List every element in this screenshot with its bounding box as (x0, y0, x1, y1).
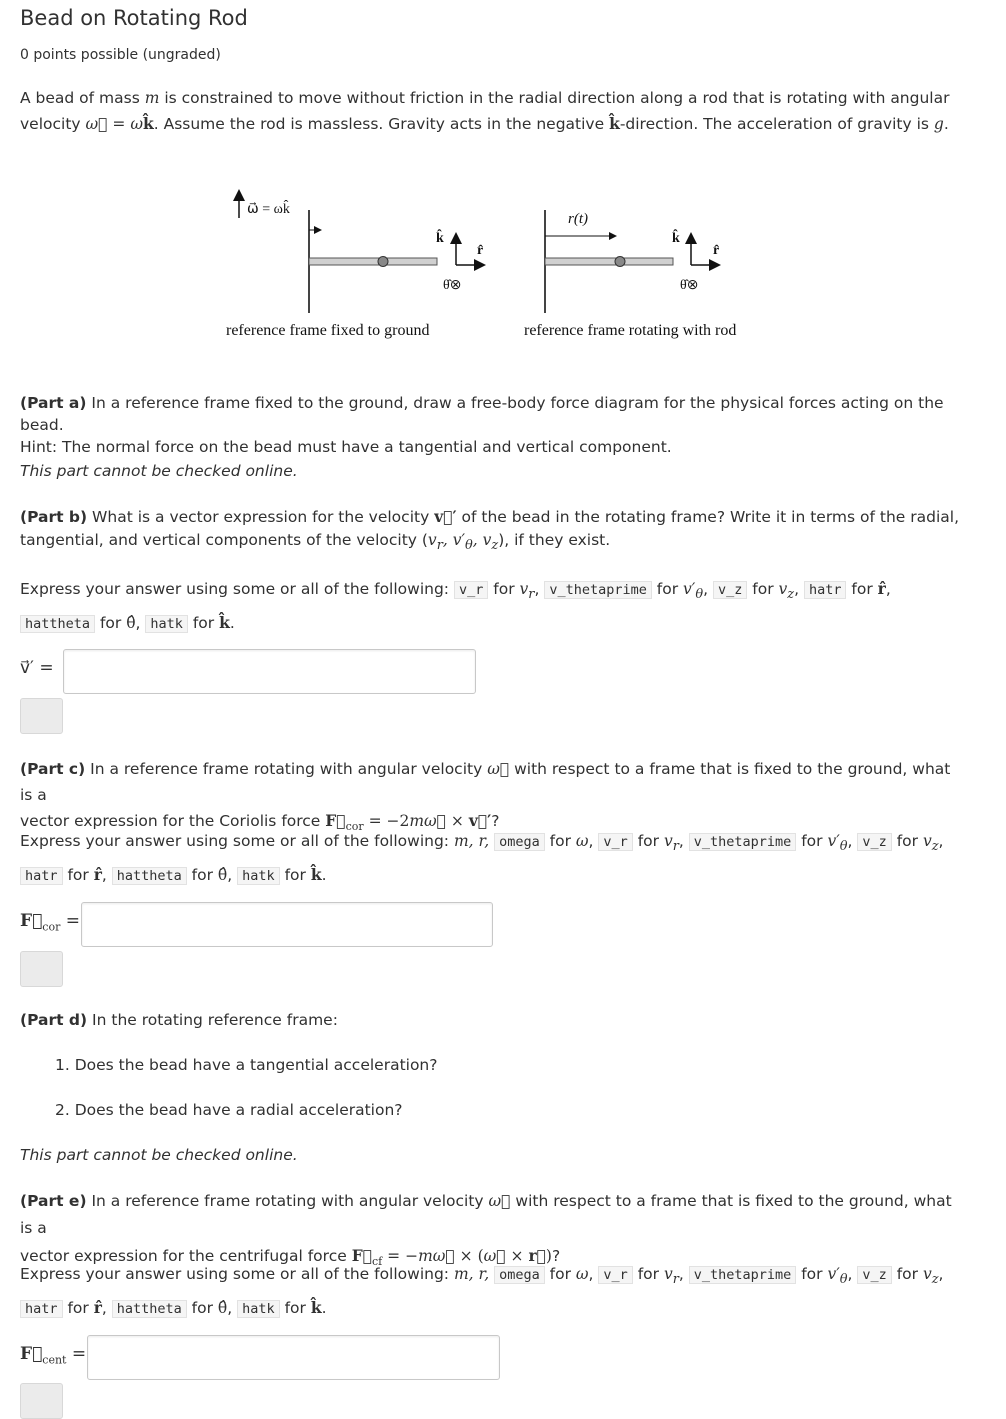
r-t-label: r(t) (568, 211, 588, 227)
part-c-text: (Part c) In a reference frame rotating with angular velocity ω⃗ with respect to a frame that is fixed to the ground, what is a vector expression for the Coriolis force $F⃗_{cor}$ = −2mω⃗ × v⃗′? (20, 760, 951, 834)
k-hat-label-rotating: k̂ (672, 231, 680, 246)
part-e-express: Express your answer using some or all of the following: m, r, omega for ω, v_r for $v_r$, v_thetaprime for $v'_\theta$, v_z for $v_z$, hatr for r̂, hattheta for θ̂, hatk for k̂. (20, 1265, 944, 1318)
omega-label: ω⃗ = ωk̂ (247, 202, 290, 217)
part-e-text: (Part e) In a reference frame rotating with angular velocity ω⃗ with respect to a frame that is fixed to the ground, what is a vector expression for the centrifugal force $F⃗_{cf}$ = −mω⃗ × (ω⃗ × r⃗)? (20, 1192, 952, 1269)
part-d-item-2: 2. Does the bead have a radial acceleration? (55, 1101, 403, 1119)
rod (309, 258, 437, 265)
bead-rotating (615, 257, 625, 267)
theta-hat-label-rotating: θ̂⊗ (680, 278, 699, 293)
part-e-label: $F⃗_{cent}$ = (20, 1344, 87, 1367)
part-c-express: Express your answer using some or all of the following: m, r, omega for ω, v_r for $v_r$, v_thetaprime for $v'_\theta$, v_z for $v_z$, hatr for r̂, hattheta for θ̂, hatk for k̂. (20, 832, 944, 885)
part-c-preview (20, 951, 63, 987)
bead (378, 257, 388, 267)
part-b-preview (20, 698, 63, 734)
k-hat-label: k̂ (436, 231, 444, 246)
rotating-frame-caption: reference frame rotating with rod (524, 322, 737, 339)
ground-frame-caption: reference frame fixed to ground (226, 322, 430, 339)
rod-rotating (545, 258, 673, 265)
points-label: 0 points possible (ungraded) (20, 47, 221, 63)
part-e-answer-input[interactable] (87, 1335, 500, 1380)
part-c-answer-input[interactable] (81, 902, 493, 947)
part-d-note: This part cannot be checked online. (20, 1146, 298, 1164)
part-a-text: (Part a) In a reference frame fixed to the ground, draw a free-body force diagram for the physical forces acting on the bead. Hint: The normal force on the bead must have a tangential and vertical component. (20, 394, 944, 456)
theta-hat-label: θ̂⊗ (443, 278, 462, 293)
part-b-label: v⃗′ = (20, 658, 54, 678)
problem-title: Bead on Rotating Rod (20, 6, 248, 30)
r-hat-label: r̂ (477, 243, 484, 258)
intro-text: A bead of mass m is constrained to move without friction in the radial direction along a rod that is rotating with angular velocity ω⃗ = ωk̂. Assume the rod is massless. Gravity acts in the negative k̂-direction. The acceleration of gravity is g. (20, 89, 950, 133)
part-c-label: $F⃗_{cor}$ = (20, 911, 80, 934)
part-d-item-1: 1. Does the bead have a tangential acceleration? (55, 1056, 438, 1074)
part-a-note: This part cannot be checked online. (20, 462, 298, 480)
part-b-express: Express your answer using some or all of the following: v_r for $v_r$, v_thetaprime for $v'_\theta$, v_z for $v_z$, hatr for r̂, hattheta for θ̂, hatk for k̂. (20, 579, 891, 633)
part-d-text: (Part d) In the rotating reference frame: (20, 1011, 338, 1029)
part-b-text: (Part b) What is a vector expression for the velocity v⃗′ of the bead in the rotating frame? Write it in terms of the radial, tangential, and vertical components of the velocity ($v_r$, $v'_\theta$, $v_z$), if they exist. (20, 507, 960, 554)
part-b-answer-input[interactable] (63, 649, 476, 694)
part-e-preview (20, 1383, 63, 1419)
r-hat-label-rotating: r̂ (713, 243, 720, 258)
